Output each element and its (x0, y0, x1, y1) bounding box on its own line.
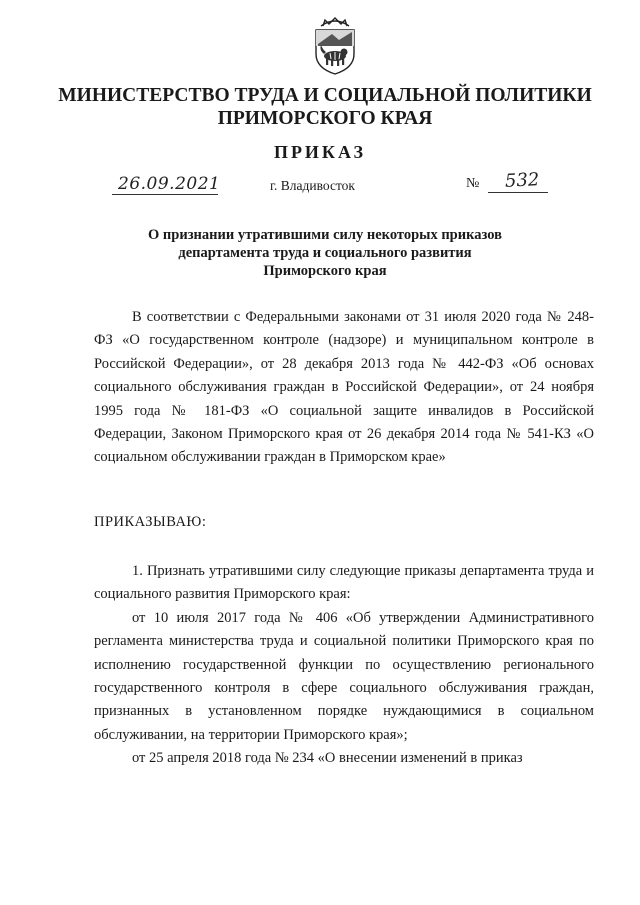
number-label: № (466, 176, 480, 191)
ministry-title-line1: МИНИСТЕРСТВО ТРУДА И СОЦИАЛЬНОЙ ПОЛИТИКИ (58, 85, 592, 106)
order-date: 26.09.2021 (118, 174, 221, 194)
preamble-block (94, 306, 594, 470)
subject-line3: Приморского края (263, 263, 387, 279)
item-1a-paragraph: от 10 июля 2017 года № 406 «Об утверждении Административного регламента министерства труда и социальной политики Приморского края по исполнению государственной функции по осуществлению регионального государственного контроля в сфере социального обслуживания граждан, признанных в установленном порядке нуждающимися в социальном обслуживании, на территории Приморского края»; (94, 609, 594, 743)
order-items-block (94, 560, 594, 771)
item-1b-paragraph: от 25 апреля 2018 года № 234 «О внесении изменений в приказ (132, 750, 523, 767)
order-subject (80, 226, 570, 280)
preamble-paragraph: В соответствии с Федеральными законами от 31 июля 2020 года № 248-ФЗ «О государственном контроле (надзоре) и муниципальном контроле в Российской Федерации», от 28 декабря 2013 года № 442-ФЗ «Об основах социального обслуживания граждан в Российской Федерации», от 24 ноября 1995 года № 181-ФЗ «О социальной защите инвалидов в Российской Федерации, Законом Приморского края от 26 декабря 2014 года № 541-КЗ «О социальном обслуживании граждан в Приморском крае» (94, 309, 594, 466)
item-1-paragraph: 1. Признать утратившими силу следующие приказы департамента труда и социального развития Приморского края: (94, 563, 594, 603)
ministry-title-line2: ПРИМОРСКОГО КРАЯ (217, 108, 433, 129)
document-type: ПРИКАЗ (273, 142, 367, 162)
number-underline (488, 192, 548, 193)
city-label: г. Владивосток (270, 178, 355, 193)
order-number: 532 (504, 169, 540, 192)
date-underline (112, 194, 218, 195)
subject-line1: О признании утратившими силу некоторых приказов (148, 227, 502, 243)
order-word: ПРИКАЗЫВАЮ: (94, 514, 207, 530)
subject-line2: департамента труда и социального развития (178, 245, 472, 261)
coat-of-arms-icon (308, 14, 362, 76)
ministry-title (40, 84, 610, 130)
